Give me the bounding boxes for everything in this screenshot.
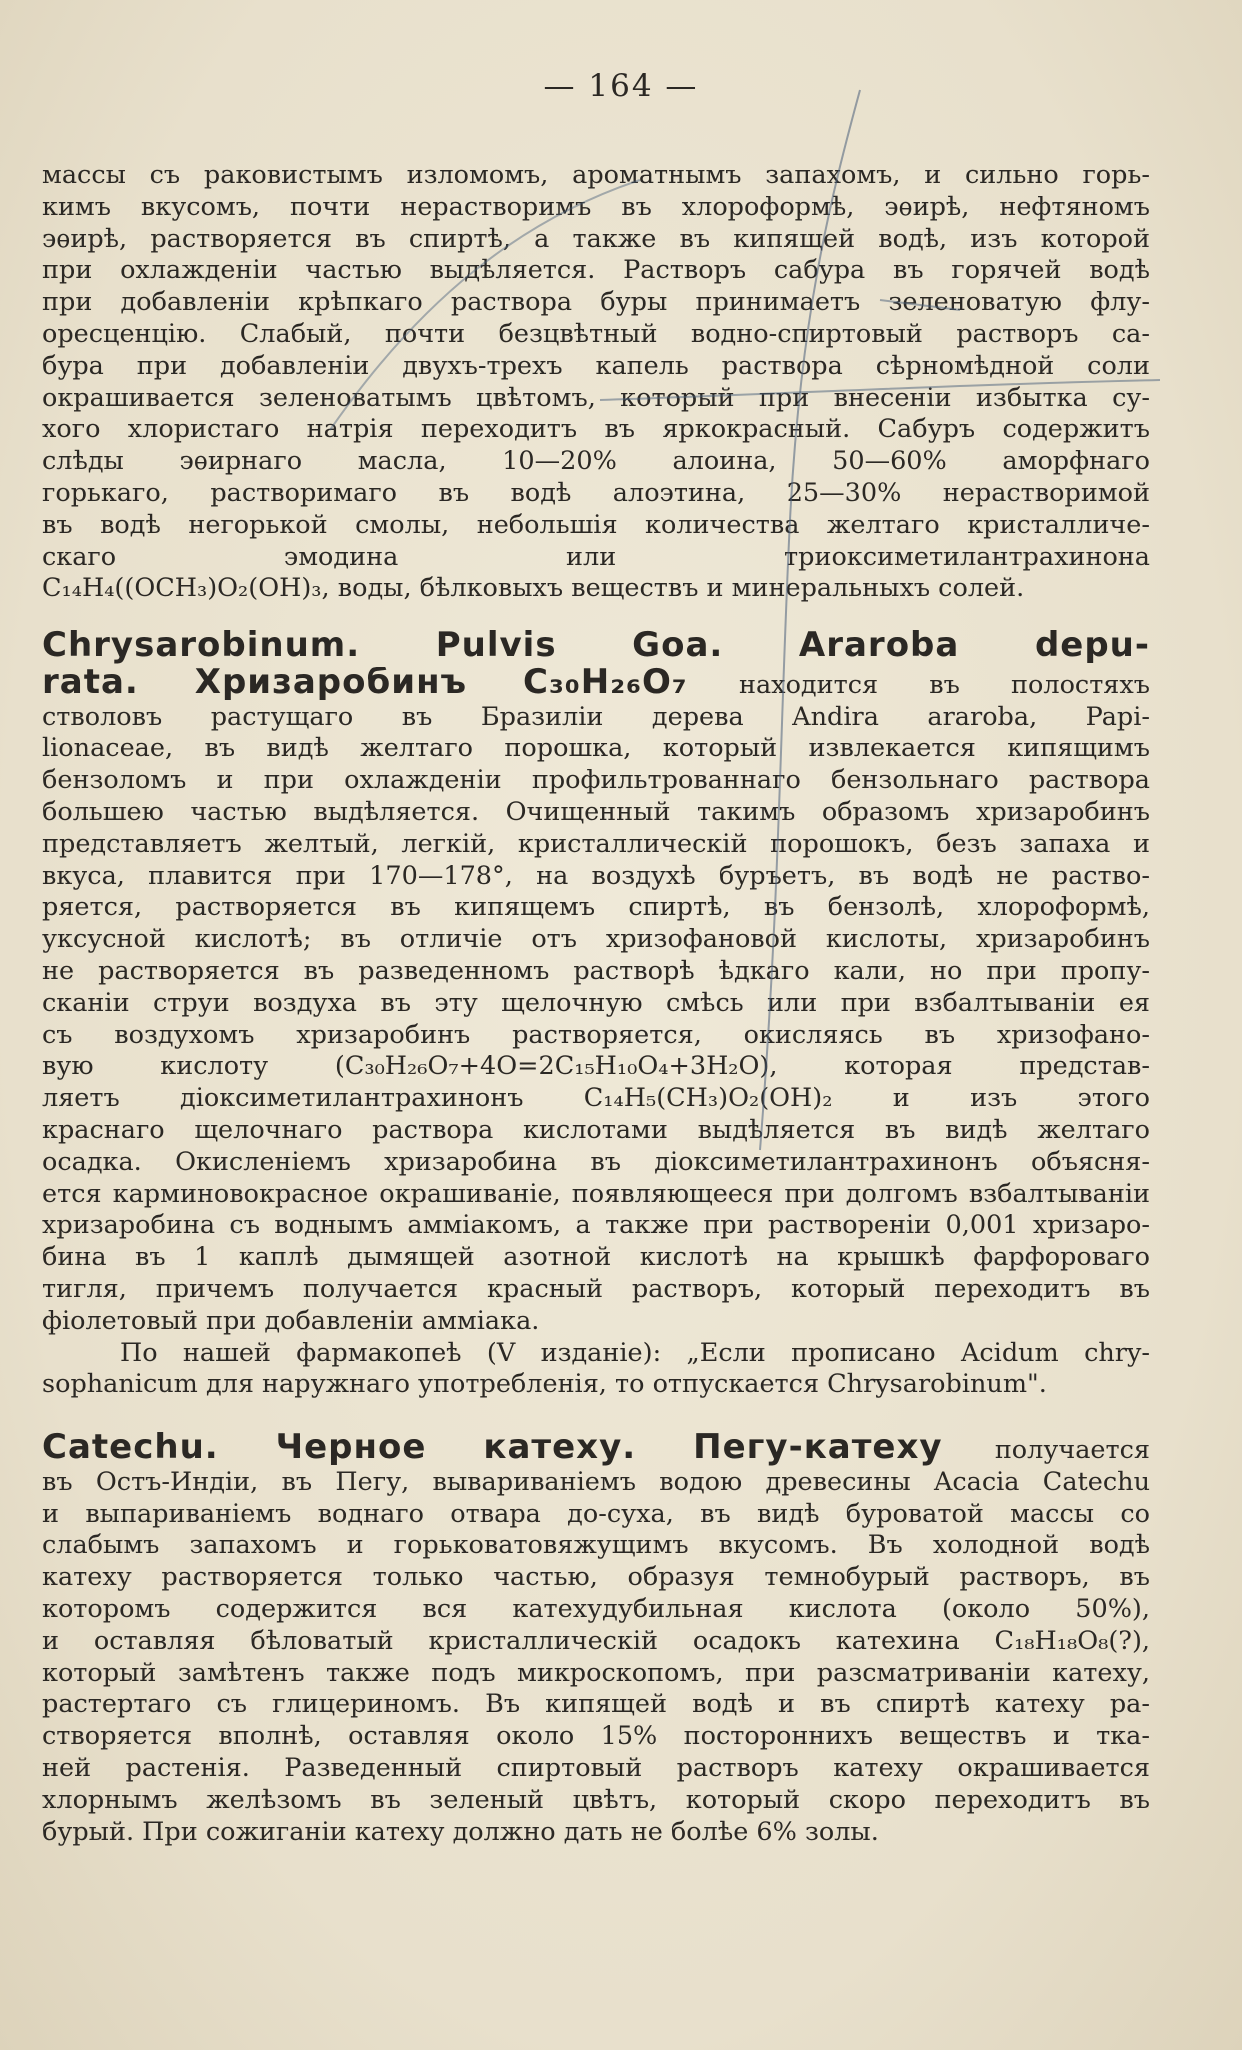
aloe-section: [42, 160, 1150, 605]
catechu-heading-tail: получается: [994, 1435, 1150, 1465]
aloe-text-line: окрашивается зеленоватымъ цвѣтомъ, который при внесеніи избытка су-: [42, 382, 1150, 413]
chrysarobinum-text-line: фіолетовый при добавленіи амміака.: [42, 1305, 540, 1336]
aloe-paragraph: [42, 160, 1150, 605]
aloe-text-line: скаго эмодина или триоксиметилантрахинона: [42, 541, 1150, 572]
chrysarobinum-text-line: ется карминовокрасное окрашиваніе, появляющееся при долгомъ взбалтываніи: [42, 1178, 1150, 1209]
chrysarobinum-subheading: rata. Хризаробинъ C₃₀H₂₆O₇: [42, 666, 688, 702]
chrysarobinum-paragraph: [42, 702, 1150, 1338]
catechu-text-line: ней растенія. Разведенный спиртовый растворъ катеху окрашивается: [42, 1752, 1150, 1783]
aloe-text-line: бура при добавленіи двухъ-трехъ капель раствора сѣрномѣдной соли: [42, 350, 1150, 381]
catechu-text-line: хлорнымъ желѣзомъ въ зеленый цвѣтъ, который скоро переходитъ въ: [42, 1784, 1150, 1815]
chrysarobinum-text-line: бензоломъ и при охлажденіи профильтрованнаго бензольнаго раствора: [42, 765, 1150, 796]
aloe-text-line: слѣды эѳирнаго масла, 10—20% алоина, 50—60% аморфнаго: [42, 446, 1150, 477]
chrysarobinum-text-line: не растворяется въ разведенномъ растворѣ ѣдкаго кали, но при пропу-: [42, 955, 1150, 986]
catechu-text-line: створяется вполнѣ, оставляя около 15% постороннихъ веществъ и тка-: [42, 1721, 1150, 1752]
chrysarobinum-heading-line-2: [42, 667, 1150, 702]
catechu-text-line: растертаго съ глицериномъ. Въ кипящей водѣ и въ спиртѣ катеху ра-: [42, 1689, 1150, 1720]
chrysarobinum-text-line: lionaceae, въ видѣ желтаго порошка, который извлекается кипящимъ: [42, 733, 1150, 764]
chrysarobinum-text-line: сканіи струи воздуха въ эту щелочную смѣсь или при взбалтываніи ея: [42, 987, 1150, 1018]
chrysarobinum-text-line: съ воздухомъ хризаробинъ растворяется, окисляясь въ хризофано-: [42, 1019, 1150, 1050]
aloe-text-line: C₁₄H₄((OCH₃)O₂(OH)₃, воды, бѣлковыхъ веществъ и минеральныхъ солей.: [42, 573, 1025, 604]
catechu-text-line: и выпариваніемъ воднаго отвара до-суха, въ видѣ буроватой массы со: [42, 1498, 1150, 1529]
chrysarobinum-text-line: вую кислоту (C₃₀H₂₆O₇+4O=2C₁₅H₁₀O₄+3H₂O), которая представ-: [42, 1051, 1150, 1082]
chrysarobinum-heading: Chrysarobinum. Pulvis Goa. Araroba depu-: [42, 630, 1150, 665]
chrysarobinum-text-line: ряется, растворяется въ кипящемъ спиртѣ, въ бензолѣ, хлороформѣ,: [42, 892, 1150, 923]
pharmacopoeia-text-line: sophanicum для наружнаго употребленія, то отпускается Chrysarobinum".: [42, 1369, 1047, 1400]
chrysarobinum-text-line: стволовъ растущаго въ Бразиліи дерева Andira araroba, Papi-: [42, 701, 1150, 732]
pharmacopoeia-text-line: По нашей фармакопеѣ (V изданіе): „Если прописано Acidum chry-: [120, 1337, 1150, 1368]
chrysarobinum-text-line: хризаробина съ воднымъ амміакомъ, а также при раствореніи 0,001 хризаро-: [42, 1210, 1150, 1241]
catechu-text-line: слабымъ запахомъ и горьковатовяжущимъ вкусомъ. Въ холодной водѣ: [42, 1530, 1150, 1561]
chrysarobinum-text-line: тигля, причемъ получается красный растворъ, который переходитъ въ: [42, 1273, 1150, 1304]
chrysarobinum-heading-tail: находится въ полостяхъ: [738, 669, 1150, 700]
catechu-text-line: бурый. При сожиганіи катеху должно дать не болѣе 6% золы.: [42, 1816, 879, 1847]
aloe-text-line: горькаго, растворимаго въ водѣ алоэтина, 25—30% нерастворимой: [42, 477, 1150, 508]
catechu-heading-line: [42, 1432, 1150, 1467]
catechu-section: [42, 1432, 1150, 1848]
page-number: — 164 —: [543, 68, 699, 104]
catechu-text-line: въ Остъ-Индіи, въ Пегу, вывариваніемъ водою древесины Acacia Catechu: [42, 1466, 1150, 1497]
chrysarobinum-text-line: осадка. Окисленіемъ хризаробина въ діоксиметилантрахинонъ объясня-: [42, 1146, 1150, 1177]
catechu-heading: Catechu. Черное катеху. Пегу-катеху: [42, 1432, 943, 1467]
aloe-text-line: кимъ вкусомъ, почти нерастворимъ въ хлороформѣ, эѳирѣ, нефтяномъ: [42, 191, 1150, 222]
aloe-text-line: массы съ раковистымъ изломомъ, ароматнымъ запахомъ, и сильно горь-: [42, 160, 1150, 190]
aloe-text-line: эѳирѣ, растворяется въ спиртѣ, а также въ кипящей водѣ, изъ которой: [42, 223, 1150, 254]
chrysarobinum-text-line: вкуса, плавится при 170—178°, на воздухѣ буръетъ, въ водѣ не раство-: [42, 860, 1150, 891]
chrysarobinum-text-line: большею частью выдѣляется. Очищенный такимъ образомъ хризаробинъ: [42, 796, 1150, 827]
aloe-text-line: хого хлористаго натрія переходитъ въ яркокрасный. Сабуръ содержитъ: [42, 414, 1150, 445]
aloe-text-line: при охлажденіи частью выдѣляется. Растворъ сабура въ горячей водѣ: [42, 255, 1150, 286]
catechu-text-line: катеху растворяется только частью, образуя темнобурый растворъ, въ: [42, 1562, 1150, 1593]
chrysarobinum-text-line: представляетъ желтый, легкій, кристаллическій порошокъ, безъ запаха и: [42, 828, 1150, 859]
aloe-text-line: въ водѣ негорькой смолы, небольшія количества желтаго кристалличе-: [42, 509, 1150, 540]
aloe-text-line: оресценцію. Слабый, почти безцвѣтный водно-спиртовый растворъ са-: [42, 318, 1150, 349]
pharmacopoeia-note: [42, 1338, 1150, 1402]
catechu-text-line: которомъ содержится вся катехудубильная кислота (около 50%),: [42, 1593, 1150, 1624]
chrysarobinum-text-line: краснаго щелочнаго раствора кислотами выдѣляется въ видѣ желтаго: [42, 1114, 1150, 1145]
chrysarobinum-section: [42, 630, 1150, 1401]
catechu-text-line: который замѣтенъ также подъ микроскопомъ, при разсматриваніи катеху,: [42, 1657, 1150, 1688]
catechu-paragraph: [42, 1467, 1150, 1849]
aloe-text-line: при добавленіи крѣпкаго раствора буры принимаетъ зеленоватую флу-: [42, 287, 1150, 318]
chrysarobinum-heading-line-1: [42, 630, 1150, 665]
chrysarobinum-text-line: ляетъ діоксиметилантрахинонъ C₁₄H₅(CH₃)O₂(OH)₂ и изъ этого: [42, 1083, 1150, 1114]
chrysarobinum-text-line: бина въ 1 каплѣ дымящей азотной кислотѣ на крышкѣ фарфороваго: [42, 1242, 1150, 1273]
catechu-text-line: и оставляя бѣловатый кристаллическій осадокъ катехина C₁₈H₁₈O₈(?),: [42, 1625, 1150, 1656]
chrysarobinum-text-line: уксусной кислотѣ; въ отличіе отъ хризофановой кислоты, хризаробинъ: [42, 924, 1150, 955]
